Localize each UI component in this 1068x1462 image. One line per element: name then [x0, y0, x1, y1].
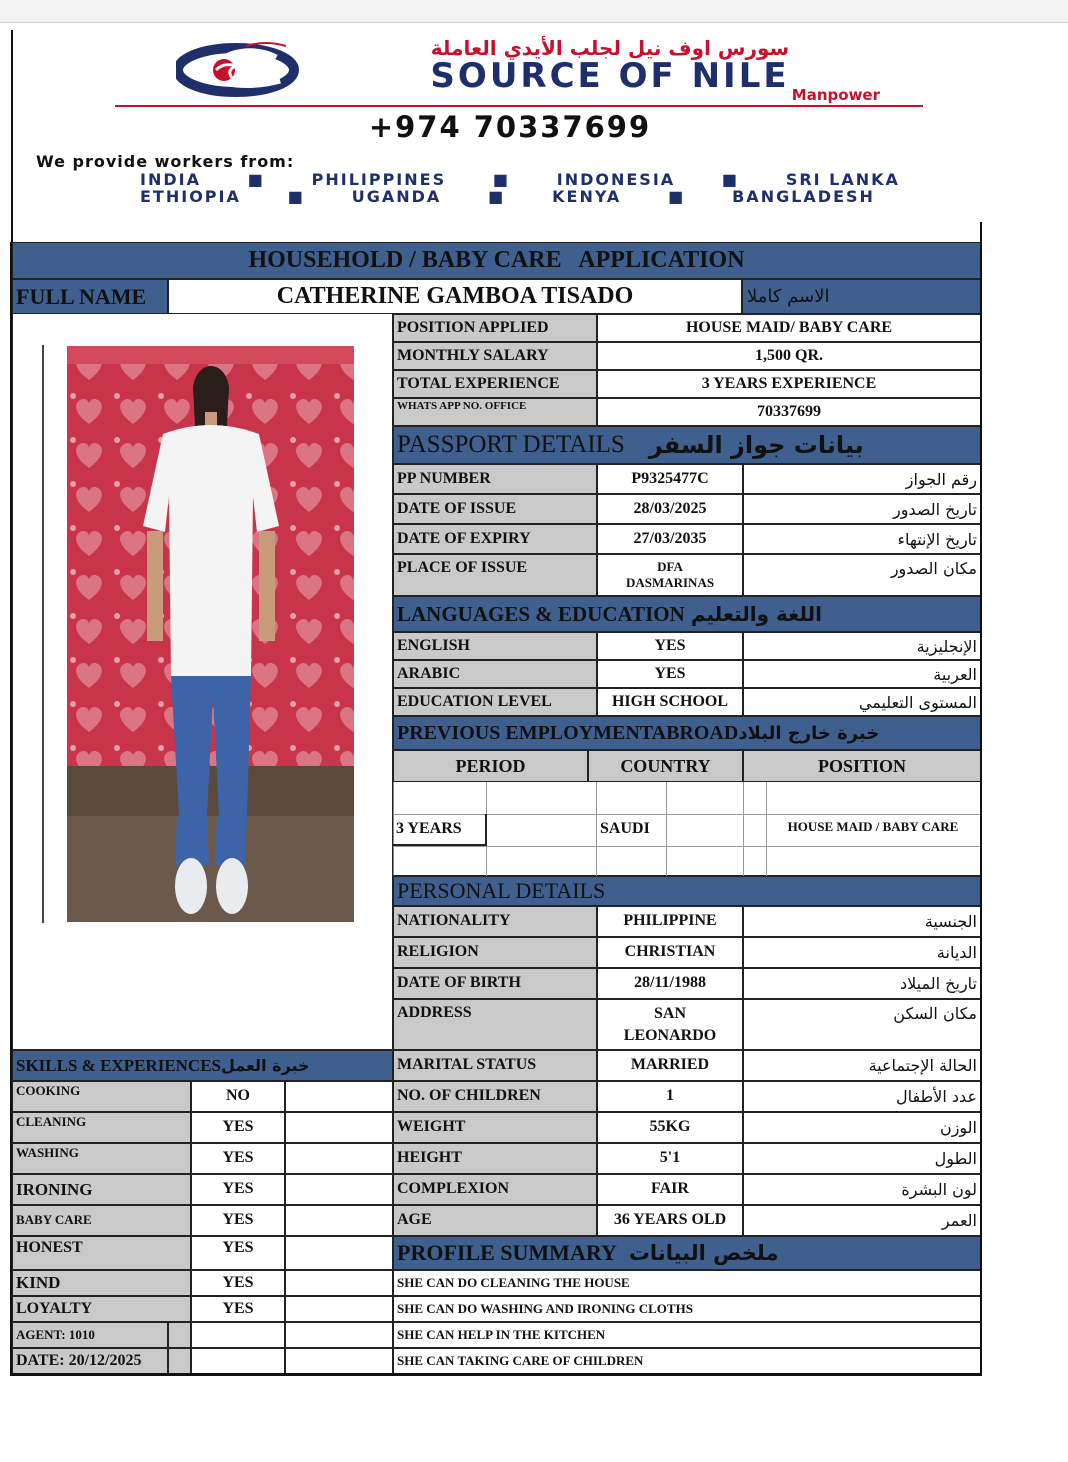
- summary-line: SHE CAN DO CLEANING THE HOUSE: [393, 1270, 981, 1296]
- summary-section-header: [393, 1236, 981, 1270]
- passport-title: PASSPORT DETAILS: [397, 431, 625, 458]
- skill-value: YES: [191, 1174, 285, 1205]
- language-arabic-cell: [743, 660, 981, 688]
- personal-label: RELIGION: [393, 937, 597, 968]
- passport-value: P9325477C: [597, 464, 743, 494]
- candidate-photo: [67, 346, 354, 922]
- form-title-bar: [12, 242, 981, 279]
- date-blank-cell: [285, 1348, 393, 1374]
- header-divider: [115, 105, 923, 107]
- passport-value: 28/03/2025: [597, 494, 743, 524]
- full-name-arabic: الاسم كاملا: [747, 286, 830, 307]
- passport-section-header: [393, 426, 981, 464]
- personal-arabic-cell: [743, 1050, 981, 1081]
- skill-value: YES: [191, 1270, 285, 1296]
- personal-value: FAIR: [597, 1174, 743, 1205]
- employment-header-period: PERIOD: [393, 750, 588, 782]
- passport-label: DATE OF ISSUE: [393, 494, 597, 524]
- form-title: HOUSEHOLD / BABY CARE APPLICATION: [248, 247, 745, 273]
- full-name-label: FULL NAME: [12, 279, 168, 314]
- skills-title-arabic: خبرة العمل: [221, 1056, 310, 1075]
- skill-blank-cell: [285, 1143, 393, 1174]
- personal-arabic-cell: [743, 937, 981, 968]
- skill-label: COOKING: [12, 1081, 191, 1112]
- job-label: MONTHLY SALARY: [393, 342, 597, 370]
- personal-value: CHRISTIAN: [597, 937, 743, 968]
- page-left-border: [11, 30, 13, 242]
- form-left-rule: [10, 242, 12, 1376]
- countries-row-2: [140, 187, 875, 205]
- skill-label: BABY CARE: [12, 1205, 191, 1236]
- personal-arabic-cell: [743, 1205, 981, 1236]
- job-value: 3 YEARS EXPERIENCE: [597, 370, 981, 398]
- personal-arabic-label: تاريخ الميلاد: [900, 974, 977, 993]
- personal-arabic-cell: [743, 1112, 981, 1143]
- separator-square-icon: ■: [721, 170, 740, 189]
- summary-line: SHE CAN DO WASHING AND IRONING CLOTHS: [393, 1296, 981, 1322]
- grid-line: [743, 782, 744, 876]
- date-blank-cell: [168, 1348, 191, 1374]
- company-name: SOURCE OF NILE: [430, 56, 790, 96]
- personal-value: 5'1: [597, 1143, 743, 1174]
- company-tagline: Manpower: [791, 86, 880, 104]
- personal-label: NO. OF CHILDREN: [393, 1081, 597, 1112]
- personal-value: SAN LEONARDO: [597, 999, 743, 1050]
- separator-square-icon: ■: [247, 170, 265, 189]
- passport-arabic-cell: [743, 554, 981, 596]
- personal-label: ADDRESS: [393, 999, 597, 1050]
- form-right-rule: [980, 222, 982, 1376]
- personal-arabic-label: لون البشرة: [901, 1180, 977, 1199]
- countries-row-1: [140, 170, 900, 188]
- separator-square-icon: ■: [287, 187, 305, 206]
- personal-label: AGE: [393, 1205, 597, 1236]
- passport-title-arabic: بيانات جواز السفر: [648, 431, 864, 459]
- passport-value: DFA DASMARINAS: [597, 554, 743, 596]
- passport-arabic-cell: [743, 464, 981, 494]
- personal-arabic-cell: [743, 999, 981, 1050]
- passport-label: PP NUMBER: [393, 464, 597, 494]
- country-label: KENYA: [552, 187, 622, 206]
- language-label: ARABIC: [393, 660, 597, 688]
- employment-title-arabic: خبرة خارج البلاد: [738, 722, 880, 744]
- company-phone: +974 70337699: [368, 110, 652, 144]
- passport-arabic-label: رقم الجواز: [905, 469, 977, 489]
- personal-section-header: [393, 876, 981, 906]
- skill-blank-cell: [285, 1296, 393, 1322]
- employment-header-position: POSITION: [743, 750, 981, 782]
- country-label: BANGLADESH: [732, 187, 875, 206]
- employment-title: PREVIOUS EMPLOYMENTABROAD: [397, 721, 739, 744]
- personal-arabic-cell: [743, 906, 981, 937]
- personal-arabic-label: مكان السكن: [893, 1004, 977, 1023]
- skill-value: YES: [191, 1205, 285, 1236]
- summary-line: SHE CAN TAKING CARE OF CHILDREN: [393, 1348, 981, 1374]
- skill-label: LOYALTY: [12, 1296, 191, 1322]
- employment-country: SAUDI: [600, 819, 650, 837]
- personal-value: 1: [597, 1081, 743, 1112]
- personal-arabic-label: الديانة: [936, 943, 977, 962]
- separator-square-icon: ■: [488, 187, 506, 206]
- country-label: UGANDA: [351, 187, 442, 206]
- skill-blank-cell: [285, 1205, 393, 1236]
- personal-arabic-label: عدد الأطفال: [895, 1087, 977, 1106]
- language-label: ENGLISH: [393, 632, 597, 660]
- personal-arabic-label: العمر: [941, 1211, 977, 1230]
- language-value: HIGH SCHOOL: [597, 688, 743, 716]
- language-arabic-label: الإنجليزية: [916, 636, 977, 656]
- agent-blank-cell: [285, 1322, 393, 1348]
- summary-title-arabic: ملخص البيانات: [628, 1241, 779, 1265]
- personal-arabic-label: الجنسية: [924, 912, 977, 931]
- provide-text: We provide workers from:: [36, 152, 295, 171]
- skill-value: NO: [191, 1081, 285, 1112]
- date-label: DATE: 20/12/2025: [12, 1348, 168, 1374]
- employment-header-country: COUNTRY: [588, 750, 743, 782]
- language-value: YES: [597, 632, 743, 660]
- personal-value: PHILIPPINE: [597, 906, 743, 937]
- skill-value: YES: [191, 1236, 285, 1270]
- skills-section-header: [12, 1050, 393, 1081]
- country-label: INDONESIA: [556, 170, 676, 189]
- personal-arabic-label: الحالة الإجتماعية: [868, 1056, 977, 1075]
- separator-square-icon: ■: [492, 170, 510, 189]
- passport-arabic-label: تاريخ الصدور: [893, 499, 977, 519]
- passport-label: DATE OF EXPIRY: [393, 524, 597, 554]
- company-logo: [176, 40, 316, 100]
- languages-section-header: [393, 596, 981, 632]
- personal-arabic-cell: [743, 1143, 981, 1174]
- employment-period: 3 YEARS: [396, 819, 462, 837]
- job-value: 1,500 QR.: [597, 342, 981, 370]
- grid-line: [393, 846, 981, 847]
- agent-blank-cell: [191, 1322, 285, 1348]
- languages-title: LANGUAGES & EDUCATION: [397, 601, 685, 626]
- employment-position: HOUSE MAID / BABY CARE: [787, 818, 959, 834]
- country-label: ETHIOPIA: [140, 187, 241, 206]
- skill-value: YES: [191, 1143, 285, 1174]
- skill-blank-cell: [285, 1270, 393, 1296]
- passport-arabic-label: مكان الصدور: [890, 559, 977, 578]
- passport-arabic-label: تاريخ الإنتهاء: [897, 529, 977, 549]
- skill-blank-cell: [285, 1112, 393, 1143]
- personal-arabic-cell: [743, 968, 981, 999]
- passport-value: 27/03/2035: [597, 524, 743, 554]
- personal-value: MARRIED: [597, 1050, 743, 1081]
- job-value: 70337699: [597, 398, 981, 426]
- passport-arabic-cell: [743, 494, 981, 524]
- job-label: POSITION APPLIED: [393, 314, 597, 342]
- personal-label: DATE OF BIRTH: [393, 968, 597, 999]
- agent-label: AGENT: 1010: [12, 1322, 168, 1348]
- passport-label: PLACE OF ISSUE: [393, 554, 597, 596]
- country-label: INDIA: [140, 170, 201, 189]
- country-label: PHILIPPINES: [311, 170, 447, 189]
- personal-label: COMPLEXION: [393, 1174, 597, 1205]
- language-arabic-label: العربية: [933, 664, 977, 684]
- personal-value: 55KG: [597, 1112, 743, 1143]
- skill-value: YES: [191, 1112, 285, 1143]
- browser-top-bar: [0, 0, 1068, 23]
- personal-label: MARITAL STATUS: [393, 1050, 597, 1081]
- full-name-arabic-cell: [742, 279, 981, 314]
- date-blank-cell: [191, 1348, 285, 1374]
- personal-arabic-label: الوزن: [939, 1118, 977, 1137]
- skills-title: SKILLS & EXPERIENCES: [16, 1055, 222, 1075]
- personal-value: 36 YEARS OLD: [597, 1205, 743, 1236]
- personal-value: 28/11/1988: [597, 968, 743, 999]
- language-arabic-cell: [743, 632, 981, 660]
- personal-title: PERSONAL DETAILS: [397, 878, 606, 903]
- country-label: SRI LANKA: [785, 170, 900, 189]
- personal-arabic-label: الطول: [934, 1149, 977, 1168]
- language-label: EDUCATION LEVEL: [393, 688, 597, 716]
- agent-blank-cell: [168, 1322, 191, 1348]
- skill-label: KIND: [12, 1270, 191, 1296]
- skill-blank-cell: [285, 1174, 393, 1205]
- personal-arabic-cell: [743, 1174, 981, 1205]
- skill-label: WASHING: [12, 1143, 191, 1174]
- personal-label: NATIONALITY: [393, 906, 597, 937]
- summary-line: SHE CAN HELP IN THE KITCHEN: [393, 1322, 981, 1348]
- language-arabic-cell: [743, 688, 981, 716]
- passport-arabic-cell: [743, 524, 981, 554]
- personal-label: HEIGHT: [393, 1143, 597, 1174]
- skill-label: IRONING: [12, 1174, 191, 1205]
- job-label: TOTAL EXPERIENCE: [393, 370, 597, 398]
- skill-blank-cell: [285, 1081, 393, 1112]
- form-bottom-rule: [10, 1373, 982, 1376]
- skill-blank-cell: [285, 1236, 393, 1270]
- photo-edge: [42, 345, 44, 923]
- language-value: YES: [597, 660, 743, 688]
- skill-value: YES: [191, 1296, 285, 1322]
- job-label: WHATS APP NO. OFFICE: [393, 398, 597, 426]
- separator-square-icon: ■: [668, 187, 686, 206]
- personal-label: WEIGHT: [393, 1112, 597, 1143]
- company-name-arabic: سورس اوف نيل لجلب الأيدي العاملة: [430, 36, 790, 60]
- languages-title-arabic: اللغة والتعليم: [690, 602, 822, 626]
- language-arabic-label: المستوى التعليمي: [858, 692, 977, 712]
- full-name-value: CATHERINE GAMBOA TISADO: [168, 279, 742, 314]
- personal-arabic-cell: [743, 1081, 981, 1112]
- skill-label: HONEST: [12, 1236, 191, 1270]
- summary-title: PROFILE SUMMARY: [397, 1240, 617, 1265]
- employment-section-header: [393, 716, 981, 750]
- skill-label: CLEANING: [12, 1112, 191, 1143]
- job-value: HOUSE MAID/ BABY CARE: [597, 314, 981, 342]
